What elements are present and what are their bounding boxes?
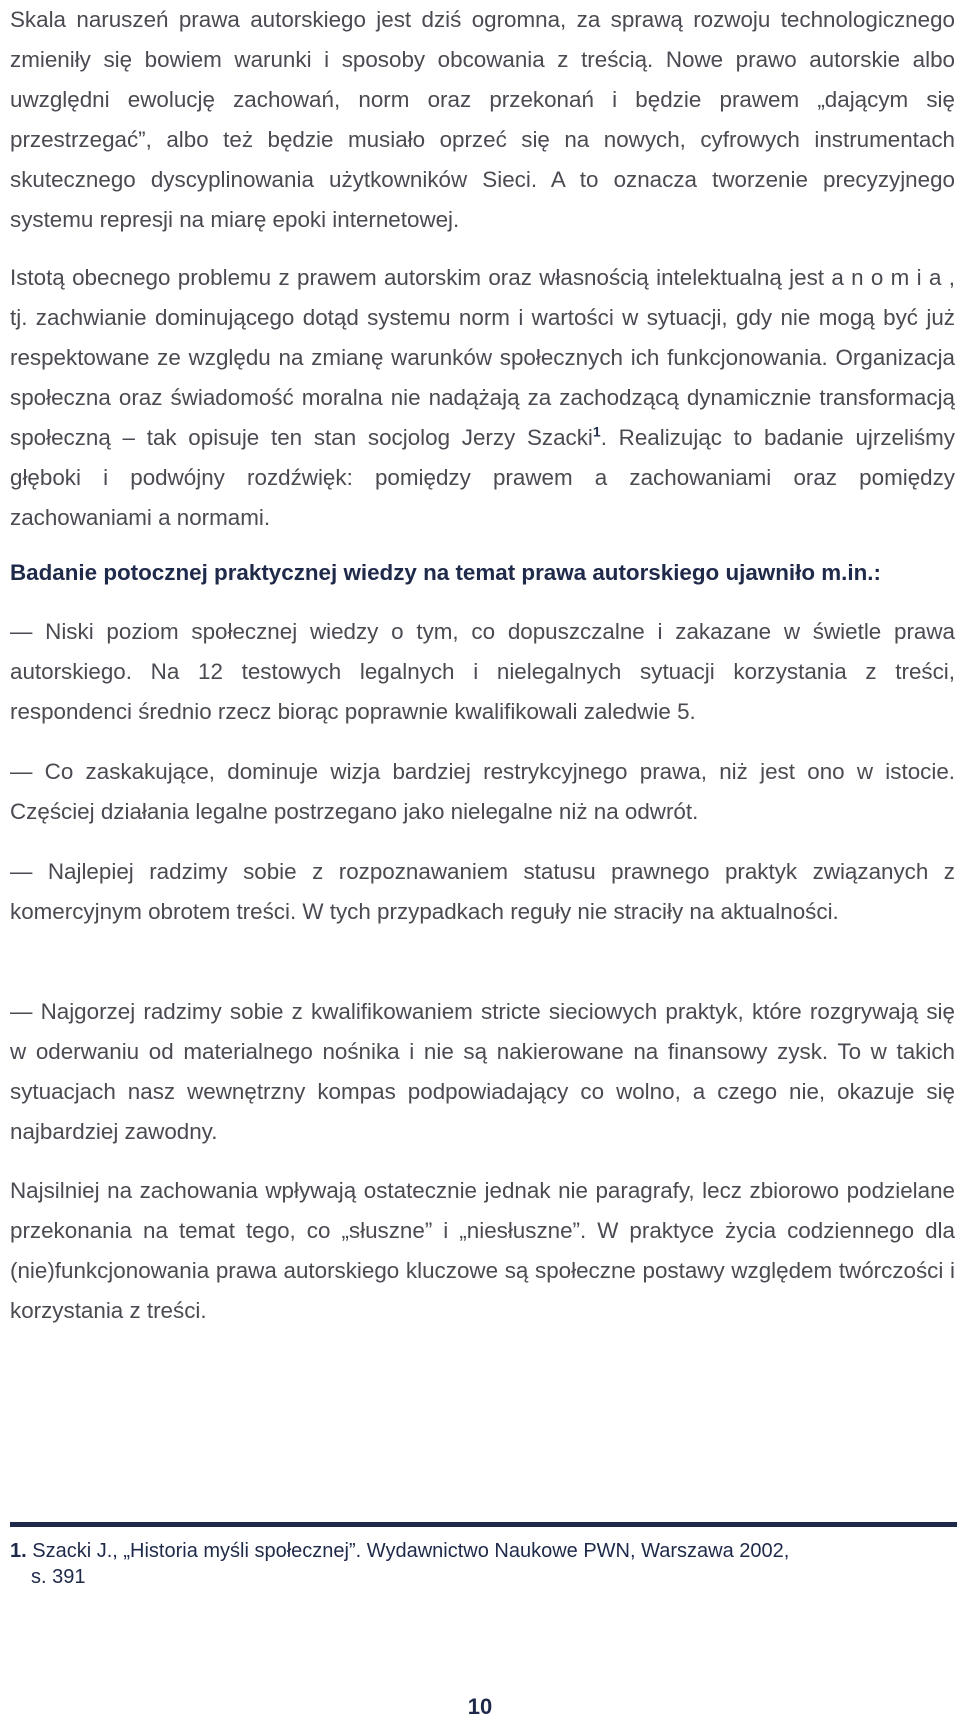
finding-item: — Najlepiej radzimy sobie z rozpoznawaniem statusu prawnego praktyk związanych z komercyjnym obrotem treści. W tych przypadkach reguły nie straciły na aktualności. (10, 859, 955, 924)
page-number: 10 (467, 1694, 493, 1719)
finding-item: — Niski poziom społecznej wiedzy o tym, co dopuszczalne i zakazane w świetle prawa autorskiego. Na 12 testowych legalnych i nielegalnych sytuacji korzystania z treści, respondenci średnio rzecz biorąc poprawnie kwalifikowali zaledwie 5. (10, 619, 955, 724)
paragraph-anomia-text: Istotą obecnego problemu z prawem autorskim oraz własnością intelektualną jest a n o m i a , tj. zachwianie dominującego dotąd systemu norm i wartości w sytuacji, gdy nie mogą być już respektowane ze względu na zmianę warunków społecznych ich funkcjonowania. Organizacja społeczna oraz świadomość moralna nie nadążają za zachodzącą dynamicznie transformacją społeczną – tak opisuje ten stan socjolog Jerzy Szacki (10, 265, 955, 450)
section-heading: Badanie potocznej praktycznej wiedzy na temat prawa autorskiego ujawniło m.in.: (10, 560, 881, 585)
finding-item: — Co zaskakujące, dominuje wizja bardziej restrykcyjnego prawa, niż jest ono w istocie. Częściej działania legalne postrzegano jako nielegalne niż na odwrót. (10, 759, 955, 824)
finding-item: — Najgorzej radzimy sobie z kwalifikowaniem stricte sieciowych praktyk, które rozgrywają się w oderwaniu od materialnego nośnika i nie są nakierowane na finansowy zysk. To w takich sytuacjach nasz wewnętrzny kompas podpowiadający co wolno, a czego nie, okazuje się najbardziej zawodny. (10, 999, 955, 1144)
paragraph-anomia (10, 258, 955, 538)
footnote-text-continued: s. 391 (31, 1566, 86, 1588)
footnote (10, 1538, 910, 1590)
paragraph-conclusion: Najsilniej na zachowania wpływają ostatecznie jednak nie paragrafy, lecz zbiorowo podzielane przekonania na temat tego, co „słuszne” i „niesłuszne”. W praktyce życia codziennego dla (nie)funkcjonowania prawa autorskiego kluczowe są społeczne postawy względem twórczości i korzystania z treści. (10, 1178, 955, 1323)
footnote-number: 1. (10, 1540, 27, 1562)
footnote-text: Szacki J., „Historia myśli społecznej”. Wydawnictwo Naukowe PWN, Warszawa 2002, (26, 1540, 790, 1562)
paragraph-intro: Skala naruszeń prawa autorskiego jest dziś ogromna, za sprawą rozwoju technologicznego zmieniły się bowiem warunki i sposoby obcowania z treścią. Nowe prawo autorskie albo uwzględni ewolucję zachowań, norm oraz przekonań i będzie prawem „dającym się przestrzegać”, albo też będzie musiało oprzeć się na nowych, cyfrowych instrumentach skutecznego dyscyplinowania użytkowników Sieci. A to oznacza tworzenie precyzyjnego systemu represji na miarę epoki internetowej. (10, 7, 955, 232)
footnote-reference: 1 (592, 423, 601, 440)
paragraph-anomia-text-continued: . Realizując to badanie ujrzeliśmy głęboki i podwójny rozdźwięk: pomiędzy prawem a zachowaniami oraz pomiędzy zachowaniami a normami. (10, 425, 955, 530)
footnote-divider (10, 1522, 957, 1527)
